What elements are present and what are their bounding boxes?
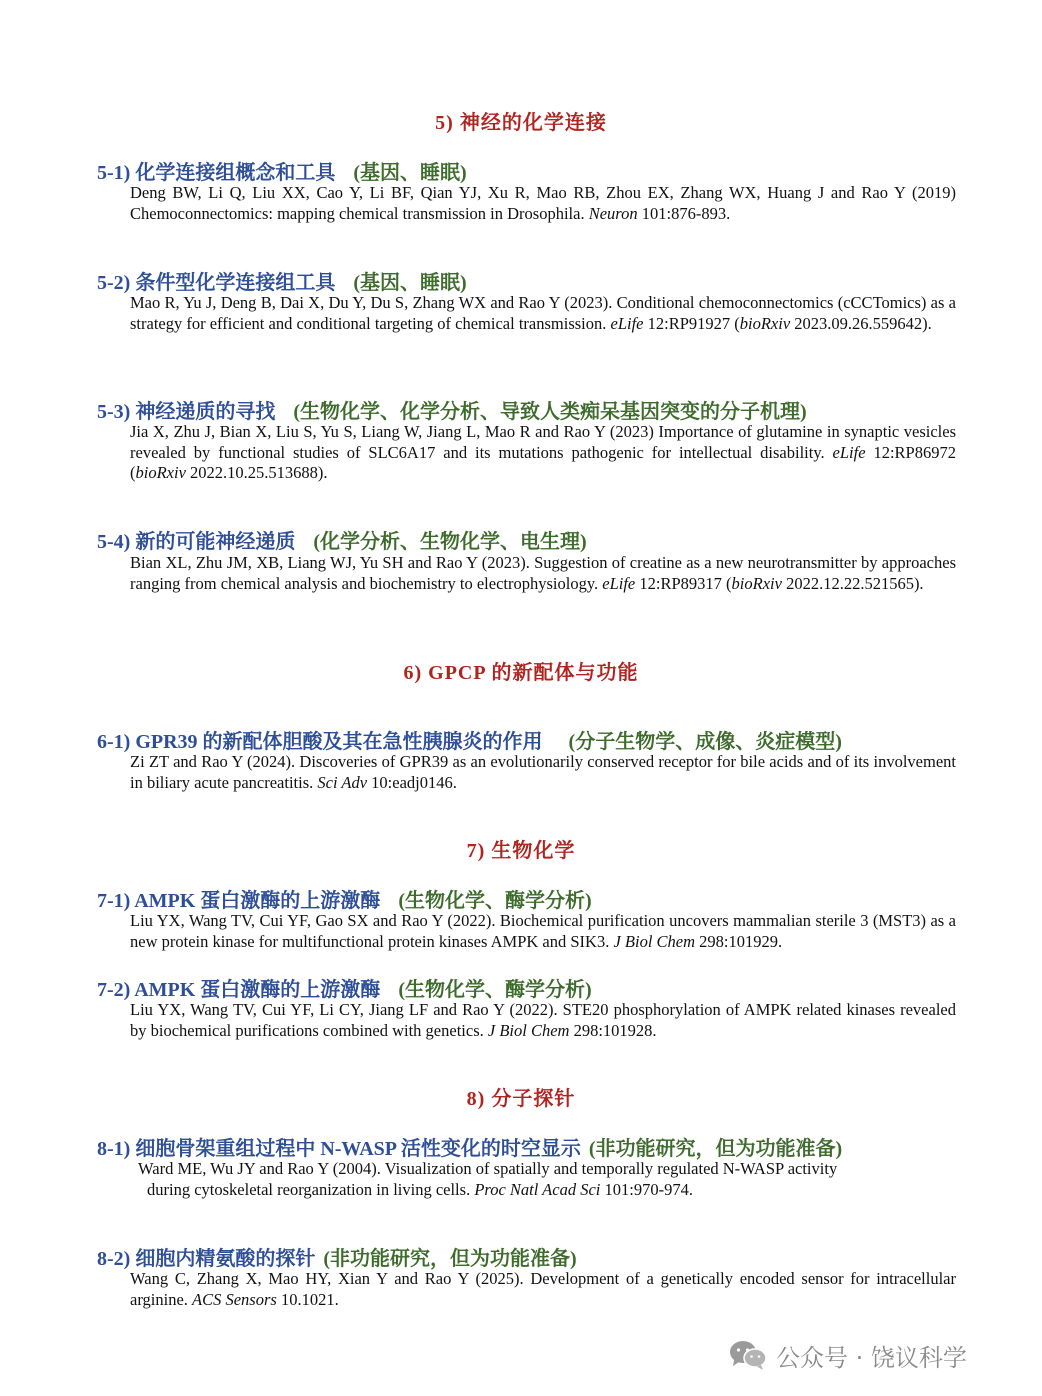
entry-title-5-3 [97,395,807,424]
entry-title-6-1 [97,725,842,754]
entry-tag: (化学分析、生物化学、电生理) [313,531,587,553]
entry-title-text: 8-2) 细胞内精氨酸的探针 [97,1248,316,1270]
entry-tag: (生物化学、化学分析、导致人类痴呆基因突变的分子机理) [293,401,807,423]
section-heading-8: 8) 分子探针 [466,1088,576,1110]
entry-title-5-1 [97,156,467,185]
entry-title-text: 5-2) 条件型化学连接组工具 [97,272,336,294]
entry-tag: (基因、睡眠) [353,272,467,294]
entry-tag: (生物化学、酶学分析) [398,979,592,1001]
journal-name: Proc Natl Acad Sci [474,1179,601,1199]
section-heading-5: 5) 神经的化学连接 [435,112,607,134]
entry-tag: (基因、睡眠) [353,162,467,184]
section-heading-7: 7) 生物化学 [466,840,576,862]
reference-8-2: Wang C, Zhang X, Mao HY, Xian Y and Rao Y (2025). Development of a genetically encoded sensor for intracellular arginine. ACS Sensors 10.1021. [130,1269,956,1309]
entry-tag: (非功能研究，但为功能准备) [588,1138,843,1160]
entry-title-5-4 [97,525,587,554]
reference-8-1: Ward ME, Wu JY and Rao Y (2004). Visualization of spatially and temporally regulated N-WASP activity during cytoskeletal reorganization in living cells. Proc Natl Acad Sci 101:970-974. [138,1159,838,1199]
journal-name: Neuron [588,203,638,223]
entry-title-5-2 [97,266,467,295]
journal-name: J Biol Chem [487,1020,570,1040]
journal-name: eLife [832,442,866,462]
entry-title-8-1 [97,1132,842,1161]
entry-title-text: 5-3) 神经递质的寻找 [97,401,276,423]
watermark [728,1335,967,1375]
wechat-icon [728,1339,768,1371]
entry-title-7-2 [97,973,592,1002]
entry-title-text: 7-1) AMPK 蛋白激酶的上游激酶 [97,890,381,912]
entry-tag: (非功能研究，但为功能准备) [323,1248,577,1270]
journal-name: J Biol Chem [613,931,696,951]
entry-tag: (分子生物学、成像、炎症模型) [568,731,842,753]
entry-title-text: 5-4) 新的可能神经递质 [97,531,296,553]
entry-title-text: 8-1) 细胞骨架重组过程中 N-WASP 活性变化的时空显示 [97,1138,581,1160]
watermark-label: 公众号 · 饶议科学 [776,1343,967,1372]
entry-title-text: 6-1) GPR39 的新配体胆酸及其在急性胰腺炎的作用 [97,731,543,753]
reference-7-1: Liu YX, Wang TV, Cui YF, Gao SX and Rao Y (2022). Biochemical purification uncovers mammalian sterile 3 (MST3) as a new protein kinase for multifunctional protein kinases AMPK and SIK3. J Biol Chem 298:101929. [130,911,956,951]
entry-title-text: 5-1) 化学连接组概念和工具 [97,162,336,184]
reference-6-1: Zi ZT and Rao Y (2024). Discoveries of GPR39 as an evolutionarily conserved receptor for bile acids and of its involvement in biliary acute pancreatitis. Sci Adv 10:eadj0146. [130,752,956,792]
journal-name: eLife [610,313,644,333]
reference-5-2: Mao R, Yu J, Deng B, Dai X, Du Y, Du S, Zhang WX and Rao Y (2023). Conditional chemoconnectomics (cCCTomics) as a strategy for efficient and conditional targeting of chemical transmission. eLife 12:RP91927 (bioRxiv 2023.09.26.559642). [130,293,956,333]
preprint-name: bioRxiv [731,573,782,593]
entry-title-text: 7-2) AMPK 蛋白激酶的上游激酶 [97,979,381,1001]
section-heading-6: 6) GPCP 的新配体与功能 [403,662,639,684]
journal-name: eLife [602,573,636,593]
entry-title-7-1 [97,884,592,913]
preprint-name: bioRxiv [135,463,186,482]
entry-title-8-2 [97,1242,577,1271]
journal-name: Sci Adv [317,772,368,792]
reference-5-4: Bian XL, Zhu JM, XB, Liang WJ, Yu SH and Rao Y (2023). Suggestion of creatine as a new neurotransmitter by approaches ranging from chemical analysis and biochemistry to electrophysiology. eLife 12:RP89317 (bioRxiv 2022.12.22.521565). [130,553,956,593]
entry-tag: (生物化学、酶学分析) [398,890,592,912]
preprint-name: bioRxiv [739,313,791,333]
reference-7-2: Liu YX, Wang TV, Cui YF, Li CY, Jiang LF and Rao Y (2022). STE20 phosphorylation of AMPK related kinases revealed by biochemical purifications combined with genetics. J Biol Chem 298:101928. [130,1000,956,1040]
reference-5-1: Deng BW, Li Q, Liu XX, Cao Y, Li BF, Qian YJ, Xu R, Mao RB, Zhou EX, Zhang WX, Huang J and Rao Y (2019) Chemoconnectomics: mapping chemical transmission in Drosophila. Neuron 101:876-893. [130,183,956,223]
reference-5-3: Jia X, Zhu J, Bian X, Liu S, Yu S, Liang W, Jiang L, Mao R and Rao Y (2023) Importance of glutamine in synaptic vesicles revealed by functional studies of SLC6A17 and its mutations pathogenic for intellectual disability. eLife 12:RP86972 (bioRxiv 2022.10.25.513688). [130,422,956,482]
journal-name: ACS Sensors [192,1289,277,1309]
